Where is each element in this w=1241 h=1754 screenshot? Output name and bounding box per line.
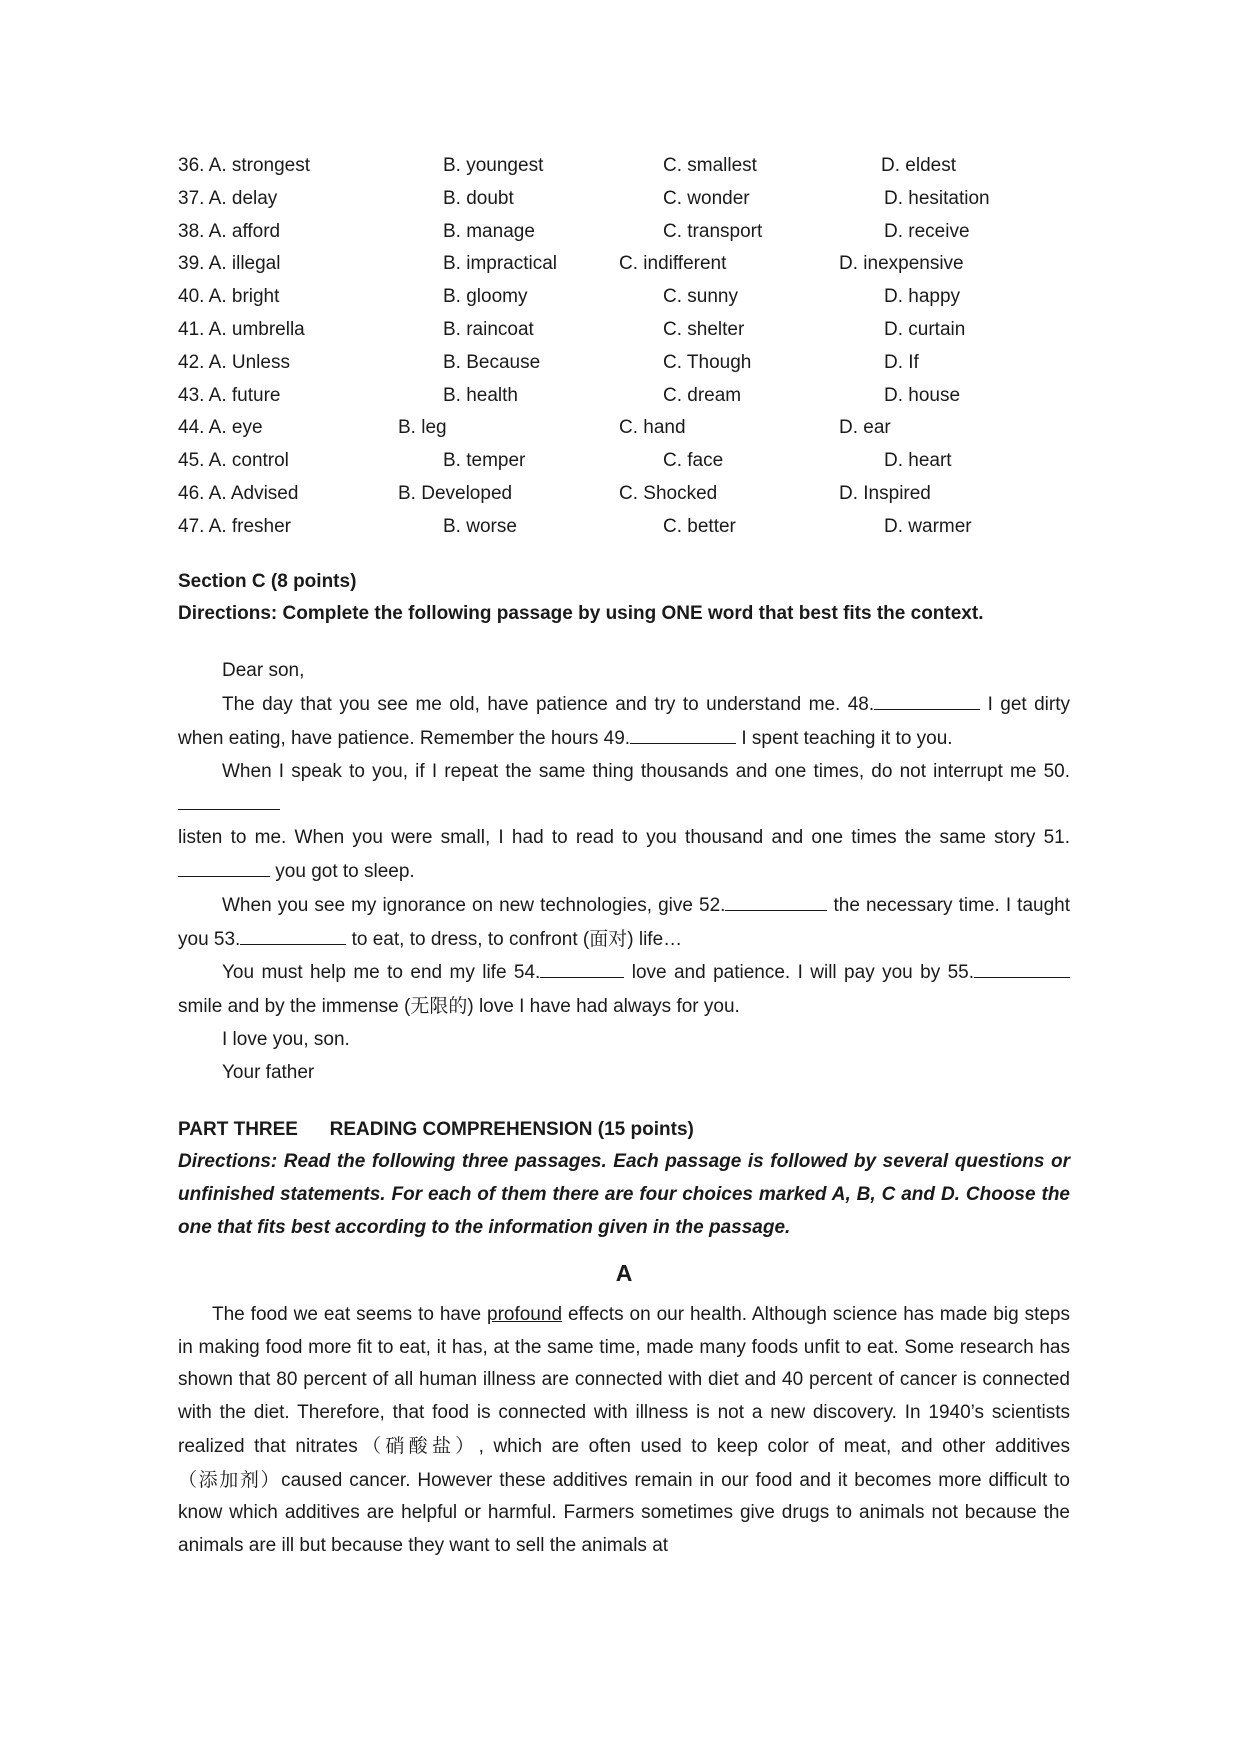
letter-paragraph-4 xyxy=(178,956,1070,1024)
option-n: 42. A. Unless xyxy=(178,351,290,373)
part-three-directions: Directions: Read the following three passages. Each passage is followed by several questions or unfinished statements. For each of them there are four choices marked A, B, C and D. Choose the one that fits best according to the information given in the passage. xyxy=(178,1151,1070,1238)
text: The food we eat seems to have xyxy=(212,1303,487,1325)
option-b: B. worse xyxy=(443,515,517,537)
option-n: 46. A. Advised xyxy=(178,482,299,504)
option-n: 45. A. control xyxy=(178,450,289,472)
option-row xyxy=(178,347,1070,380)
option-row xyxy=(178,380,1070,413)
text: When I speak to you, if I repeat the same thing thousands and one times, do not interrupt me 50. xyxy=(222,760,1070,782)
option-b: B. doubt xyxy=(443,187,514,209)
option-b: B. Developed xyxy=(398,482,513,504)
blank-48[interactable] xyxy=(874,688,980,710)
text: I spent teaching it to you. xyxy=(736,727,953,749)
text: you got to sleep. xyxy=(270,860,415,882)
option-row xyxy=(178,150,1070,183)
blank-55[interactable] xyxy=(974,956,1070,978)
option-row xyxy=(178,511,1070,544)
text: listen to me. When you were small, I had to read to you thousand and one times the same story 51. xyxy=(178,827,1070,849)
option-b: B. leg xyxy=(398,417,447,439)
option-b: B. manage xyxy=(443,220,535,242)
option-c: C. face xyxy=(663,450,724,472)
option-d: D. happy xyxy=(884,286,961,308)
option-n: 38. A. afford xyxy=(178,220,281,242)
option-d: D. Inspired xyxy=(839,482,931,504)
letter-paragraph-1 xyxy=(178,688,1070,756)
text: ) life… xyxy=(627,928,683,950)
text: effects on our health. Although science has made big steps in making food more fit to eat, it has, at the same time, made many foods unfit to eat. Some research has shown that 80 percent of all human illness are connected with diet and 40 percent of cancer is connected with the diet. Therefore, that food is connected with illness is not a new discovery. In 1940’s scientists realized that nitrates xyxy=(178,1303,1070,1457)
letter-greeting: Dear son, xyxy=(222,660,305,682)
option-c: C. transport xyxy=(663,220,763,242)
option-c: C. smallest xyxy=(663,155,757,176)
text: smile and by the immense ( xyxy=(178,996,411,1018)
letter-paragraph-2 xyxy=(178,756,1070,823)
option-d: D. inexpensive xyxy=(839,253,964,275)
option-n: 47. A. fresher xyxy=(178,515,292,537)
text: the necessary time. I taught you 53. xyxy=(178,894,1070,950)
letter-paragraph-2b xyxy=(178,822,1070,889)
option-n: 41. A. umbrella xyxy=(178,318,305,340)
letter xyxy=(178,655,1070,1089)
option-n: 40. A. bright xyxy=(178,286,280,308)
option-c: C. wonder xyxy=(663,187,750,209)
section-c-directions: Directions: Complete the following passage by using ONE word that best fits the context. xyxy=(178,603,984,625)
text: to eat, to dress, to confront ( xyxy=(346,928,590,950)
option-row xyxy=(178,281,1070,314)
option-n: 43. A. future xyxy=(178,384,281,406)
text: , which are often used to keep color of meat, and other additives xyxy=(478,1435,1070,1457)
underlined-word: profound xyxy=(487,1303,563,1325)
option-c: C. shelter xyxy=(663,318,745,340)
blank-52[interactable] xyxy=(725,889,827,911)
option-c: C. indifferent xyxy=(619,253,727,275)
option-row xyxy=(178,412,1070,445)
blank-50[interactable] xyxy=(178,788,280,810)
option-row xyxy=(178,478,1070,511)
section-c-title: Section C (8 points) xyxy=(178,570,357,592)
text: love and patience. I will pay you by 55. xyxy=(624,962,975,984)
part-three-title: PART THREE READING COMPREHENSION (15 points) xyxy=(178,1118,694,1140)
blank-54[interactable] xyxy=(540,956,624,978)
option-d: D. house xyxy=(884,384,961,406)
text: When you see my ignorance on new technologies, give 52. xyxy=(222,894,726,916)
option-c: C. Though xyxy=(663,351,752,373)
option-d: D. heart xyxy=(884,450,952,472)
blank-53[interactable] xyxy=(240,923,346,945)
option-d: D. eldest xyxy=(881,155,956,176)
option-b: B. temper xyxy=(443,450,526,472)
option-n: 36. A. strongest xyxy=(178,155,311,176)
text: caused cancer. However these additives remain in our food and it becomes more difficult to know which additives are helpful or harmful. Farmers sometimes give drugs to animals not because the animals are ill but because they want to sell the animals at xyxy=(178,1469,1070,1557)
passage-a-label: A xyxy=(615,1259,633,1286)
option-row xyxy=(178,248,1070,281)
option-n: 37. A. delay xyxy=(178,187,278,209)
option-n: 44. A. eye xyxy=(178,417,263,439)
option-b: B. youngest xyxy=(443,155,544,176)
option-c: C. hand xyxy=(619,417,686,439)
option-b: B. gloomy xyxy=(443,286,528,308)
option-d: D. curtain xyxy=(884,318,966,340)
option-row xyxy=(178,183,1070,216)
text: 无限的 xyxy=(410,995,468,1018)
text: The day that you see me old, have patience and try to understand me. 48. xyxy=(222,693,875,715)
option-d: D. If xyxy=(884,351,919,373)
option-row xyxy=(178,445,1070,478)
option-b: B. impractical xyxy=(443,253,558,275)
letter-closing-2: Your father xyxy=(222,1061,315,1083)
option-d: D. hesitation xyxy=(884,187,990,209)
exam-page xyxy=(178,150,1070,1563)
option-c: C. sunny xyxy=(663,286,738,308)
option-d: D. warmer xyxy=(884,515,972,537)
blank-49[interactable] xyxy=(630,722,736,744)
options-list xyxy=(178,150,1070,544)
option-c: C. Shocked xyxy=(619,482,718,504)
option-d: D. receive xyxy=(884,220,970,242)
option-row xyxy=(178,314,1070,347)
option-b: B. raincoat xyxy=(443,318,534,340)
text: （添加剂） xyxy=(178,1468,282,1491)
text: ) love I have had always for you. xyxy=(467,996,740,1018)
option-b: B. Because xyxy=(443,351,541,373)
letter-closing-1: I love you, son. xyxy=(222,1028,350,1050)
option-d: D. ear xyxy=(839,417,891,439)
option-c: C. dream xyxy=(663,384,742,406)
text: 面对 xyxy=(589,927,628,950)
text: You must help me to end my life 54. xyxy=(222,962,541,984)
option-c: C. better xyxy=(663,515,736,537)
passage-a-text xyxy=(178,1299,1070,1563)
option-row xyxy=(178,216,1070,249)
text: （硝酸盐） xyxy=(357,1434,479,1457)
letter-paragraph-3 xyxy=(178,889,1070,957)
blank-51[interactable] xyxy=(178,855,270,877)
text: I get dirty when eating, have patience. Remember the hours 49. xyxy=(178,693,1070,749)
option-b: B. health xyxy=(443,384,518,406)
option-n: 39. A. illegal xyxy=(178,253,281,275)
